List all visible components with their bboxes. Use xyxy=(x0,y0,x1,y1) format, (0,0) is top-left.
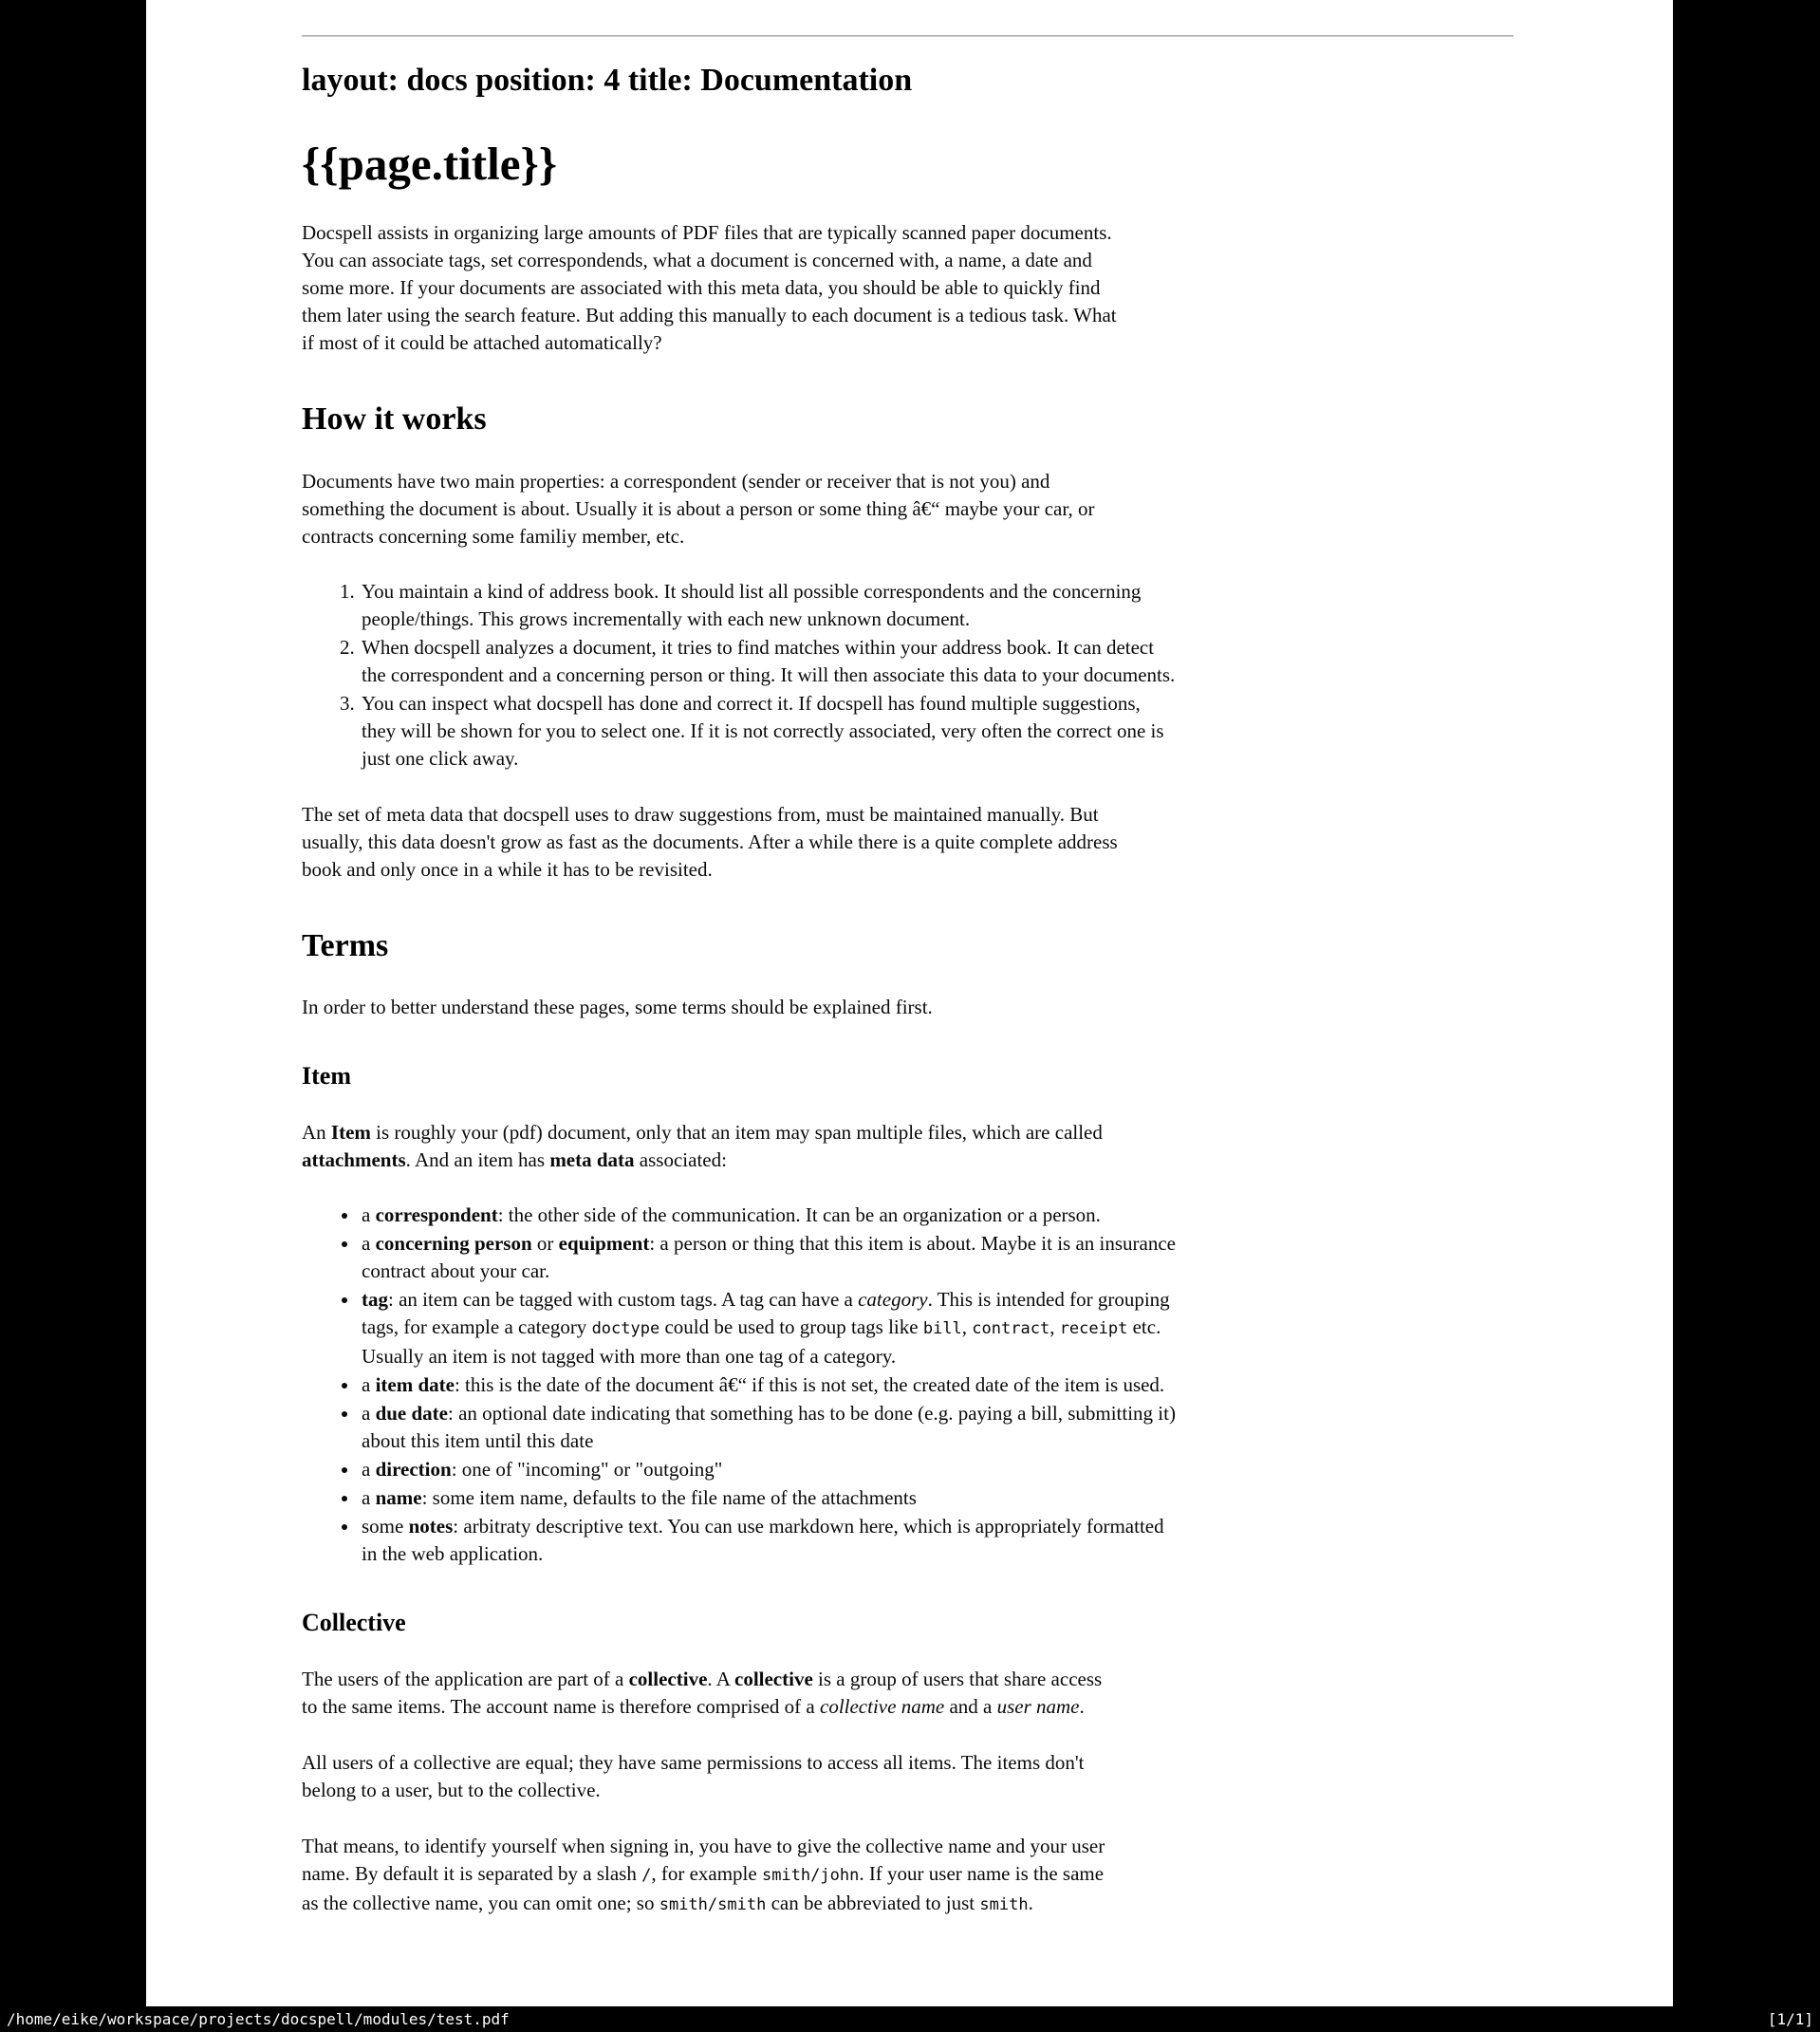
step-item: 2. When docspell analyzes a document, it tries to find matches within your address book. It can detect the correspondent and a concerning person or thing. It will then associate this data to your documents. xyxy=(360,634,1178,689)
file-path: /home/eike/workspace/projects/docspell/modules/test.pdf xyxy=(7,2010,510,2028)
front-matter-heading: layout: docs position: 4 title: Documentation xyxy=(302,63,913,98)
terms-lead: In order to better understand these pages, some terms should be explained first. xyxy=(302,995,933,1018)
intro-paragraph: Docspell assists in organizing large amounts of PDF files that are typically scanned paper documents. You can associate tags, set correspondends, what a document is concerned with, a name, a date and some more. If your documents are associated with this meta data, you should be able to quickly find them later using the search feature. But adding this manually to each document is a tedious task. What if most of it could be attached automatically? xyxy=(302,221,1117,355)
step-item: 3. You can inspect what docspell has done and correct it. If docspell has found multiple suggestions, they will be shown for you to select one. If it is not correctly associated, very often the correct one is just one click away. xyxy=(360,690,1178,773)
collective-paragraph-2: All users of a collective are equal; they have same permissions to access all items. The items don't belong to a user, but to the collective. xyxy=(302,1751,1085,1802)
collective-heading: Collective xyxy=(302,1608,406,1636)
step-item: 1. You maintain a kind of address book. It should list all possible correspondents and the concerning people/things. This grows incrementally with each new unknown document. xyxy=(360,578,1178,633)
how-it-works-heading: How it works xyxy=(302,401,487,438)
how-it-works-lead: Documents have two main properties: a correspondent (sender or receiver that is not you) and something the document is about. Usually it is about a person or some thing â€“ maybe your car, or contracts concerning some familiy member, etc. xyxy=(302,469,1095,548)
list-item: • a item date: this is the date of the document â€“ if this is not set, the created date of the item is used. xyxy=(360,1371,1178,1399)
list-item: • tag: an item can be tagged with custom tags. A tag can have a category. This is intended for grouping tags, for example a category doctype could be used to group tags like bill, contract, receipt etc. Usually an item is not tagged with more than one tag of a category. xyxy=(360,1286,1178,1370)
how-it-works-steps xyxy=(302,578,1178,773)
how-it-works-closing: The set of meta data that docspell uses to draw suggestions from, must be maintained manually. But usually, this data doesn't grow as fast as the documents. After a while there is a quite complete address book and only once in a while it has to be revisited. xyxy=(302,802,1118,881)
list-item: • a direction: one of "incoming" or "outgoing" xyxy=(360,1456,1178,1483)
item-lead: An Item is roughly your (pdf) document, only that an item may span multiple files, which are called attachments. And an item has meta data associated: xyxy=(302,1120,1103,1171)
front-matter-divider xyxy=(302,35,1514,37)
page-indicator: [1/1] xyxy=(1767,2010,1813,2028)
collective-paragraph-3: That means, to identify yourself when signing in, you have to give the collective name and your user name. By default it is separated by a slash /, for example smith/john. If your user name is the same as the collective name, you can omit one; so smith/smith can be abbreviated to just smith. xyxy=(302,1835,1105,1915)
list-item: • some notes: arbitraty descriptive text. You can use markdown here, which is appropriately formatted in the web application. xyxy=(360,1513,1178,1568)
collective-paragraph-1: The users of the application are part of a collective. A collective is a group of users that share access to the same items. The account name is therefore comprised of a collective name and a user name. xyxy=(302,1668,1103,1719)
list-item: • a due date: an optional date indicating that something has to be done (e.g. paying a bill, submitting it) about this item until this date xyxy=(360,1400,1178,1455)
list-item: • a correspondent: the other side of the communication. It can be an organization or a person. xyxy=(360,1202,1178,1229)
list-item: • a name: some item name, defaults to the file name of the attachments xyxy=(360,1484,1178,1512)
item-meta-bullets xyxy=(302,1202,1178,1568)
viewer-statusbar xyxy=(0,2006,1820,2032)
document-page[interactable] xyxy=(146,0,1673,2006)
item-heading: Item xyxy=(302,1061,351,1090)
page-title: {{page.title}} xyxy=(302,138,558,191)
terms-heading: Terms xyxy=(302,927,389,963)
list-item: • a concerning person or equipment: a person or thing that this item is about. Maybe it is an insurance contract about your car. xyxy=(360,1230,1178,1285)
